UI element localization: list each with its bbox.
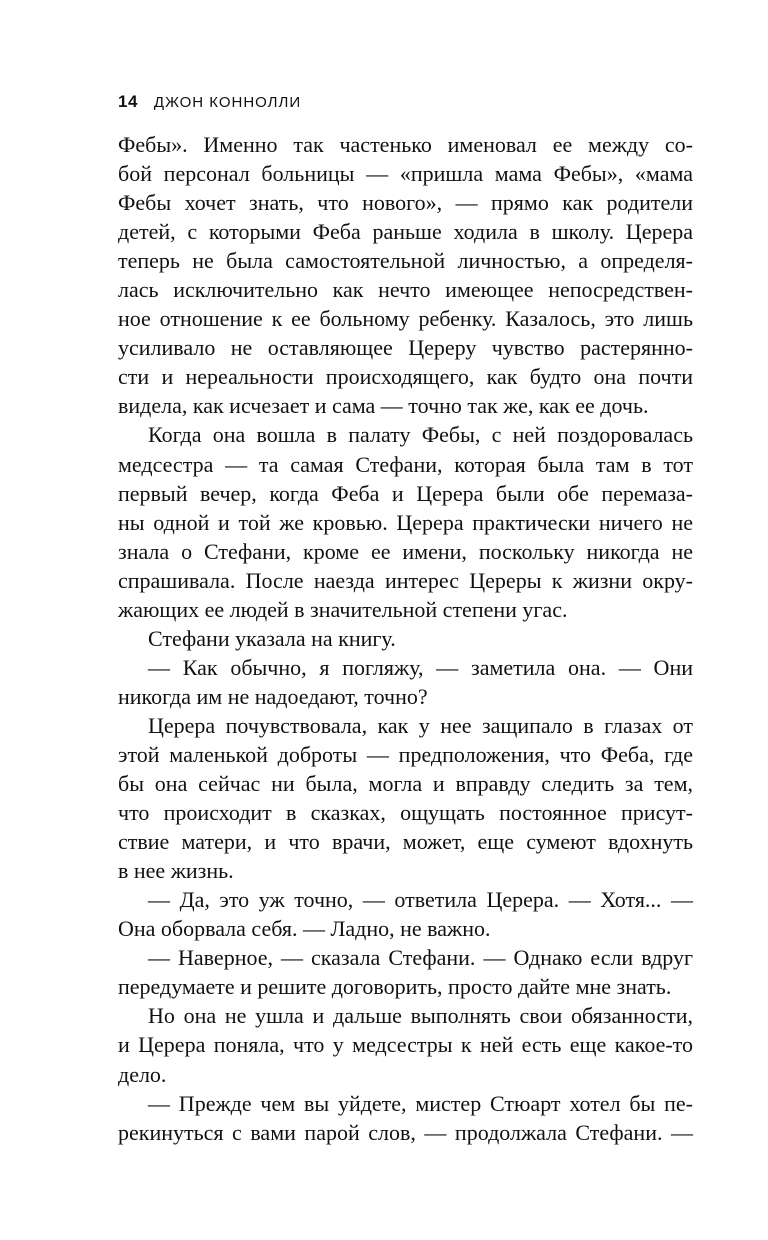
text-line: усиливало не оставляющее Цереру чувство растерянно- xyxy=(118,335,693,361)
paragraph-first-line: Церера почувствовала, как у нее защипало в глазах от xyxy=(148,712,693,738)
body-text xyxy=(118,130,693,1147)
text-line: бой персонал больницы — «пришла мама Фебы», «мама xyxy=(118,161,693,187)
text-line: ствие матери, и что врачи, может, еще сумеют вдохнуть xyxy=(118,829,693,855)
dialogue-line: — Как обычно, я погляжу, — заметила она. — Они xyxy=(148,654,693,680)
text-line: спрашивала. После наезда интерес Цереры к жизни окру- xyxy=(118,567,693,593)
text-line: Она оборвала себя. — Ладно, не важно. xyxy=(118,916,491,942)
text-line: Фебы хочет знать, что нового», — прямо как родители xyxy=(118,190,693,216)
paragraph-first-line: Но она не ушла и дальше выполнять свои обязанности, xyxy=(148,1003,693,1029)
dialogue-line: — Наверное, — сказала Стефани. — Однако если вдруг xyxy=(148,945,693,971)
text-line: и Церера поняла, что у медсестры к ней есть еще какое-то xyxy=(118,1032,693,1058)
page-number: 14 xyxy=(118,92,138,111)
text-line: никогда им не надоедают, точно? xyxy=(118,683,428,709)
text-line: ны одной и той же кровью. Церера практически ничего не xyxy=(118,509,693,535)
dialogue-line: — Прежде чем вы уйдете, мистер Стюарт хотел бы пе- xyxy=(148,1090,693,1116)
text-line: в нее жизнь. xyxy=(118,858,234,884)
text-line: что происходит в сказках, ощущать постоянное присут- xyxy=(118,800,693,826)
text-line: сти и нереальности происходящего, как будто она почти xyxy=(118,364,693,390)
running-title: ДЖОН КОННОЛЛИ xyxy=(153,94,302,111)
text-line: теперь не была самостоятельной личностью, а определя- xyxy=(118,248,693,274)
running-header xyxy=(118,92,301,112)
text-line: Фебы». Именно так частенько именовал ее между со- xyxy=(118,132,693,157)
text-line: первый вечер, когда Феба и Церера были обе перемаза- xyxy=(118,480,693,506)
text-line: лась исключительно как нечто имеющее непосредствен- xyxy=(118,277,693,303)
text-line: видела, как исчезает и сама — точно так же, как ее дочь. xyxy=(118,393,649,419)
paragraph-first-line: Когда она вошла в палату Фебы, с ней поздоровалась xyxy=(148,422,693,448)
dialogue-line: — Да, это уж точно, — ответила Церера. — Хотя... — xyxy=(148,887,693,913)
text-line: детей, с которыми Феба раньше ходила в школу. Церера xyxy=(118,219,693,245)
text-line: этой маленькой доброты — предположения, что Феба, где xyxy=(118,741,693,767)
text-line: дело. xyxy=(118,1061,167,1087)
text-line: передумаете и решите договорить, просто дайте мне знать. xyxy=(118,974,672,1000)
text-line: ное отношение к ее больному ребенку. Казалось, это лишь xyxy=(118,306,693,332)
text-line: жающих ее людей в значительной степени угас. xyxy=(118,596,568,622)
text-line: знала о Стефани, кроме ее имени, поскольку никогда не xyxy=(118,538,693,564)
paragraph-first-line: Стефани указала на книгу. xyxy=(148,625,396,651)
text-line: бы она сейчас ни была, могла и вправду следить за тем, xyxy=(118,771,693,797)
text-line: рекинуться с вами парой слов, — продолжала Стефани. — xyxy=(118,1119,693,1145)
text-line: медсестра — та самая Стефани, которая была там в тот xyxy=(118,451,693,477)
